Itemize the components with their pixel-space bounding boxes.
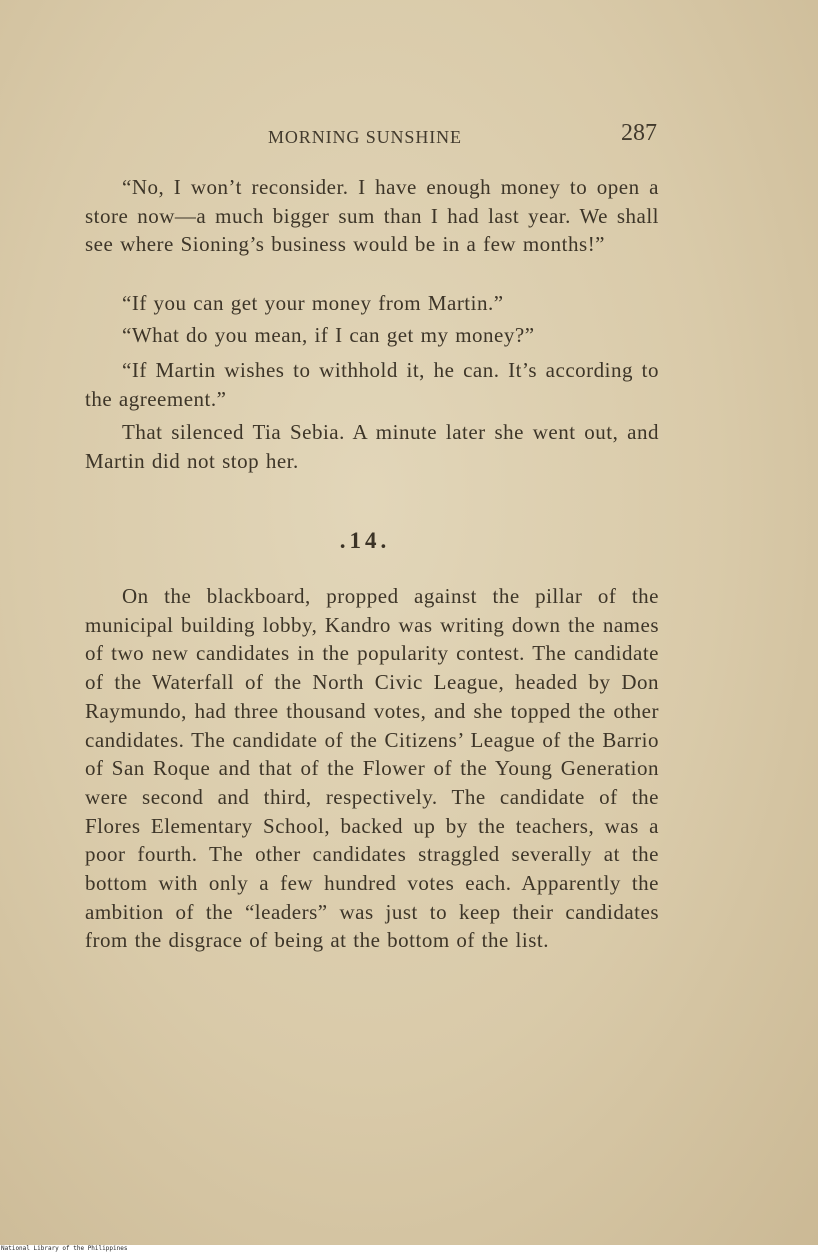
running-title: MORNING SUNSHINE: [268, 127, 462, 147]
paragraph: “What do you mean, if I can get my money?”: [122, 323, 535, 347]
paragraph: “If Martin wishes to withhold it, he can. It’s according to the agreement.”: [85, 358, 659, 411]
paragraph: “If you can get your money from Martin.”: [122, 291, 504, 315]
paragraph: That silenced Tia Sebia. A minute later she went out, and Martin did not stop her.: [85, 420, 659, 473]
section-heading: .14.: [339, 528, 391, 553]
section-paragraph: On the blackboard, propped against the pillar of the municipal building lobby, Kandro was writing down the names of two new candidates in the popularity contest. The candidate of the Waterfall of the North Civic League, headed by Don Raymundo, had three thousand votes, and she topped the other candidates. The candidate of the Citizens’ League of the Barrio of San Roque and that of the Flower of the Young Generation were second and third, respectively. The candidate of the Flores Elementary School, backed up by the teachers, was a poor fourth. The other candidates straggled severally at the bottom with only a few hundred votes each. Apparently the ambition of the “leaders” was just to keep their candidates from the disgrace of being at the bottom of the list.: [85, 584, 659, 953]
library-watermark: National Library of the Philippines: [0, 1245, 818, 1253]
paragraph: “No, I won’t reconsider. I have enough money to open a store now—a much bigger sum than I had last year. We shall see where Sioning’s business would be in a few months!”: [85, 175, 659, 257]
page-number: 287: [621, 120, 657, 146]
